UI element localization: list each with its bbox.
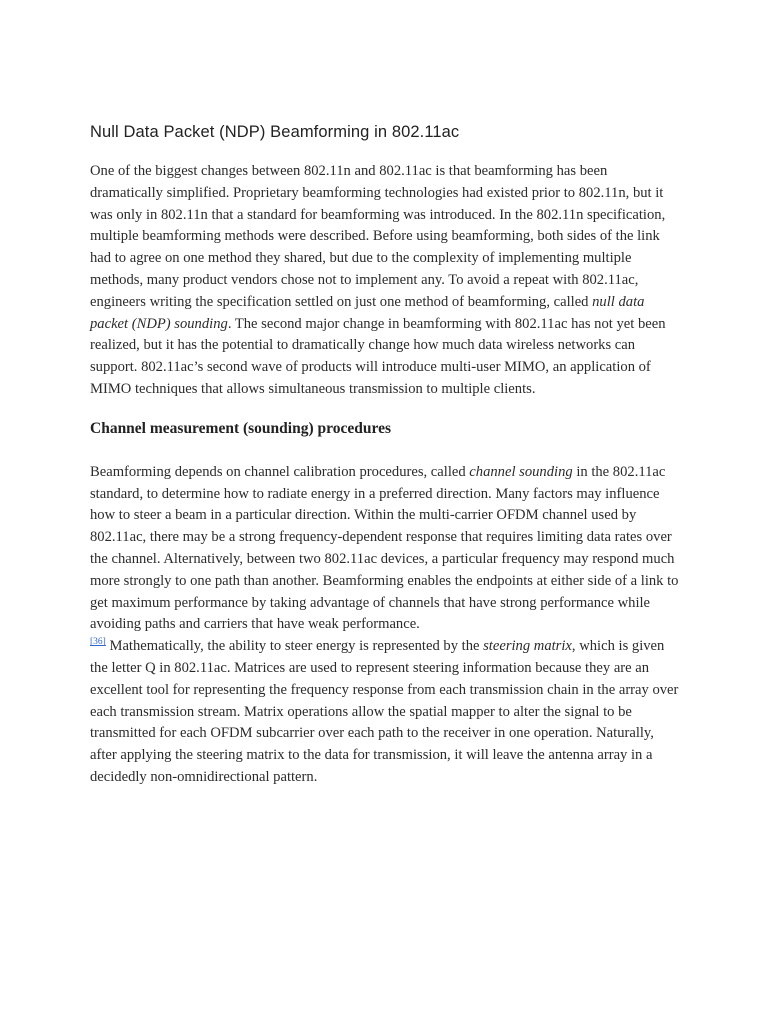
section-text-4: , which is given the letter Q in 802.11ac. Matrices are used to represent steering information because they are an excellent tool for representing the frequency response from each transmission chain in the array over each transmission stream. Matrix operations allow the spatial mapper to alter the signal to be transmitted for each OFDM subcarrier over each path to the receiver in one operation. Naturally, after applying the steering matrix to the data for transmission, it will leave the antenna array in a decidedly non-omnidirectional pattern. bbox=[90, 638, 679, 785]
section-heading: Channel measurement (sounding) procedures bbox=[90, 419, 391, 437]
section-emphasis-channel-sounding: channel sounding bbox=[469, 463, 573, 480]
intro-paragraph bbox=[90, 161, 680, 401]
intro-text-2: . The second major change in beamforming with 802.11ac has not yet been realized, but it has the potential to dramatically change how much data wireless networks can support. 802.11ac’s second wave of products will introduce multi-user MIMO, an application of MIMO techniques that allows simultaneous transmission to multiple clients. bbox=[90, 315, 666, 397]
intro-emphasis-ndp-sounding: null data packet (NDP) sounding bbox=[90, 293, 645, 332]
section-paragraph bbox=[90, 462, 680, 789]
section-text-1: Beamforming depends on channel calibration procedures, called bbox=[90, 463, 470, 480]
citation-link[interactable]: [36] bbox=[90, 637, 106, 648]
page-title: Null Data Packet (NDP) Beamforming in 802.11ac bbox=[90, 123, 460, 141]
section-emphasis-steering-matrix: steering matrix bbox=[483, 638, 572, 655]
section-text-2: in the 802.11ac standard, to determine how to radiate energy in a preferred direction. Many factors may influence how to steer a beam in a particular direction. Within the multi-carrier OFDM channel used by 802.11ac, there may be a strong frequency-dependent response that requires limiting data rates over the channel. Alternatively, between two 802.11ac devices, a particular frequency may respond much more strongly to one path than another. Beamforming enables the endpoints at either side of a link to get maximum performance by taking advantage of channels that have strong performance while avoiding paths and carriers that have weak performance. bbox=[90, 463, 679, 633]
section-text-3: Mathematically, the ability to steer energy is represented by the bbox=[105, 638, 484, 655]
intro-text-1: One of the biggest changes between 802.11n and 802.11ac is that beamforming has been dramatically simplified. Proprietary beamforming technologies had existed prior to 802.11n, but it was only in 802.11n that a standard for beamforming was introduced. In the 802.11n specification, multiple beamforming methods were described. Before using beamforming, both sides of the link had to agree on one method they shared, but due to the complexity of implementing multiple methods, many product vendors chose not to implement any. To avoid a repeat with 802.11ac, engineers writing the specification settled on just one method of beamforming, called bbox=[90, 163, 666, 310]
document-page bbox=[90, 118, 680, 789]
